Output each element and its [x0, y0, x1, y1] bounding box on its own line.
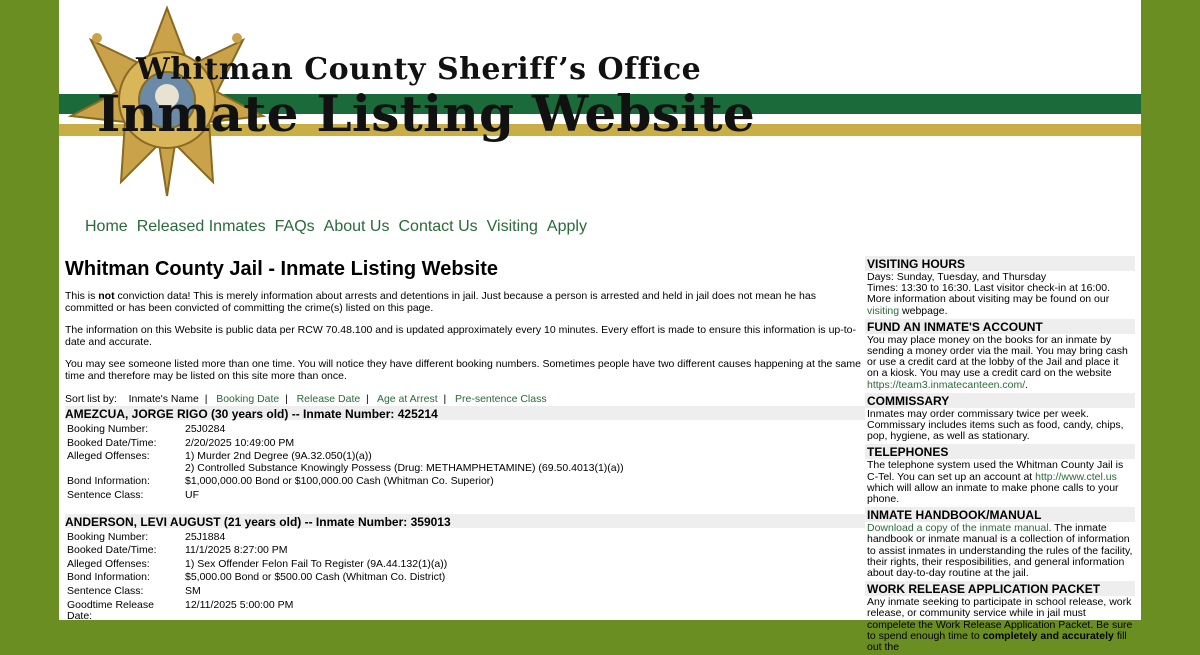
inmatecanteen-link[interactable]: https://team3.inmatecanteen.com/ [867, 378, 1026, 391]
inmate-manual-download-link[interactable]: Download a copy of the inmate manual [867, 522, 1049, 535]
table-row [65, 599, 449, 624]
field-label: Sentence Class: [67, 488, 144, 501]
sidebar-work-release-body [865, 596, 1135, 655]
field-label: Goodtime Release Date: [67, 598, 154, 623]
nav-home[interactable]: Home [85, 218, 128, 235]
field-value [183, 450, 626, 475]
sidebar-commissary-body: Inmates may order commissary twice per week. Commissary includes items such as food, candy, chips, pop, hygiene, as well as stationary. [867, 407, 1124, 443]
field-value: SM [185, 584, 201, 597]
field-value: UF [185, 488, 199, 501]
sidebar-heading-telephones: TELEPHONES [865, 444, 1135, 459]
sort-current: Inmate's Name [128, 393, 199, 405]
sidebar-heading-commissary: COMMISSARY [865, 393, 1135, 408]
field-label: Booked Date/Time: [67, 436, 157, 449]
disclaimer-emphasis: not [98, 290, 115, 302]
page-container [59, 0, 1141, 654]
fund-text: You may place money on the books for an inmate by sending a money order via the mail. You may bring cash or use a credit card at the lobby of the Jail and place it on a kiosk. You may use a credit card on the website [867, 333, 1128, 380]
sidebar-heading-work-release: WORK RELEASE APPLICATION PACKET [865, 581, 1135, 596]
sort-bar: Sort list by: Inmate's Name | Booking Date | Release Date | Age at Arrest | Pre-sentence Class [65, 393, 547, 405]
inmate-record [65, 423, 626, 503]
duplicate-listing-paragraph: You may see someone listed more than one time. You will notice they have different booking numbers. Sometimes people have two different causes happening at the same time and therefore may be listed on this site more than once. [65, 358, 861, 382]
sort-booking-date-link[interactable]: Booking Date [216, 393, 280, 405]
table-row [65, 450, 626, 475]
table-row [65, 544, 449, 558]
field-label: Bond Information: [67, 475, 150, 488]
field-label: Booked Date/Time: [67, 544, 157, 557]
work-release-tail: fill out the [867, 629, 1127, 654]
sort-presentence-class-link[interactable]: Pre-sentence Class [454, 393, 547, 405]
sidebar-heading-handbook: INMATE HANDBOOK/MANUAL [865, 507, 1135, 522]
field-value: 2/20/2025 10:49:00 PM [185, 436, 295, 449]
ctel-link[interactable]: http://www.ctel.us [1035, 470, 1117, 483]
nav-contact-us[interactable]: Contact Us [398, 218, 478, 235]
inmate-heading: ANDERSON, LEVI AUGUST (21 years old) -- Inmate Number: 359013 [65, 514, 865, 528]
visiting-times: Times: 13:30 to 16:30. Last visitor check-in at 16:00. More information about visiting may be found on our [867, 282, 1110, 306]
nav-released-inmates[interactable]: Released Inmates [136, 218, 266, 235]
sidebar-heading-visiting: VISITING HOURS [865, 256, 1135, 271]
field-value: $5,000.00 Bond or $500.00 Cash (Whitman Co. District) [185, 571, 446, 584]
table-row [65, 423, 626, 437]
nav-about-us[interactable]: About Us [323, 218, 390, 235]
public-data-paragraph: The information on this Website is public data per RCW 70.48.100 and is updated approximately every 10 minutes. Every effort is made to ensure this information is up-to-date and accurate. [65, 324, 857, 348]
sort-label: Sort list by: [65, 393, 117, 405]
disclaimer-text-a: This is [65, 290, 99, 302]
banner-office-name: Whitman County Sheriff’s Office [136, 52, 702, 87]
handbook-text: . The inmate handbook or inmate manual is a collection of information to assist inmates in understanding the rules of the facility, their rights, their resposibilities, and general information about day-to-day routine at the jail. [867, 522, 1133, 580]
table-row [65, 558, 449, 572]
sidebar-fund-body [865, 334, 1135, 393]
tel-tail: which will allow an inmate to make phone calls to your phone. [867, 481, 1119, 506]
table-row [65, 437, 626, 451]
field-value: 12/11/2025 5:00:00 PM [185, 598, 294, 611]
table-row [65, 531, 449, 545]
field-value: 25J1884 [185, 530, 226, 543]
table-row [65, 489, 626, 503]
nav-apply[interactable]: Apply [546, 218, 587, 235]
sidebar-visiting-body [865, 271, 1135, 319]
page-title: Whitman County Jail - Inmate Listing Website [65, 258, 498, 280]
work-release-text: Any inmate seeking to participate in school release, work release, or community service while in jail must compelete the Work Release Application Packet. Be sure to spend enough time to [867, 596, 1133, 642]
sidebar-telephones-body [865, 459, 1135, 507]
visiting-link[interactable]: visiting [867, 304, 900, 317]
visiting-tail: webpage. [899, 304, 948, 317]
main-content [65, 256, 865, 635]
field-label: Booking Number: [67, 423, 149, 435]
table-row [65, 585, 449, 599]
visiting-days: Days: Sunday, Tuesday, and Thursday [867, 271, 1047, 283]
field-label: Alleged Offenses: [67, 557, 150, 570]
field-label: Alleged Offenses: [67, 450, 150, 463]
tel-text: The telephone system used the Whitman County Jail is C-Tel. You can set up an account at [867, 459, 1124, 483]
offense-line: 1) Murder 2nd Degree (9A.32.050(1)(a)) [185, 450, 372, 463]
banner-site-title: Inmate Listing Website [97, 84, 755, 143]
sidebar-heading-fund: FUND AN INMATE'S ACCOUNT [865, 319, 1135, 334]
sidebar-handbook-body [865, 522, 1135, 581]
header-banner [59, 0, 1141, 200]
disclaimer-paragraph [65, 291, 865, 314]
main-nav [85, 218, 596, 236]
work-release-emphasis: completely and accurately [982, 629, 1114, 642]
field-label: Booking Number: [67, 530, 149, 543]
field-label: Bond Information: [67, 571, 150, 584]
field-value: 25J0284 [185, 423, 226, 435]
field-value: 1) Sex Offender Felon Fail To Register (9A.44.132(1)(a)) [185, 557, 448, 570]
field-value: 11/1/2025 8:27:00 PM [185, 544, 288, 557]
field-value: $1,000,000.00 Bond or $100,000.00 Cash (Whitman Co. Superior) [185, 475, 494, 488]
fund-tail: . [1025, 378, 1029, 391]
disclaimer-text-c: conviction data! This is merely information about arrests and detentions in jail. Just because a person is arrested and held in jail does not mean he has committed or has been convicted of committing the crime(s) listed on this page. [65, 290, 816, 314]
sort-release-date-link[interactable]: Release Date [296, 393, 361, 405]
field-label: Sentence Class: [67, 584, 144, 597]
inmate-heading: AMEZCUA, JORGE RIGO (30 years old) -- Inmate Number: 425214 [65, 406, 865, 420]
inmate-record [65, 531, 449, 624]
offense-line: 2) Controlled Substance Knowingly Possess (Drug: METHAMPHETAMINE) (69.50.4013(1)(a)) [185, 461, 624, 474]
table-row [65, 571, 449, 585]
sort-age-link[interactable]: Age at Arrest [376, 393, 438, 405]
sidebar [865, 256, 1135, 655]
nav-visiting[interactable]: Visiting [486, 218, 538, 235]
nav-faqs[interactable]: FAQs [274, 218, 315, 235]
table-row [65, 475, 626, 489]
